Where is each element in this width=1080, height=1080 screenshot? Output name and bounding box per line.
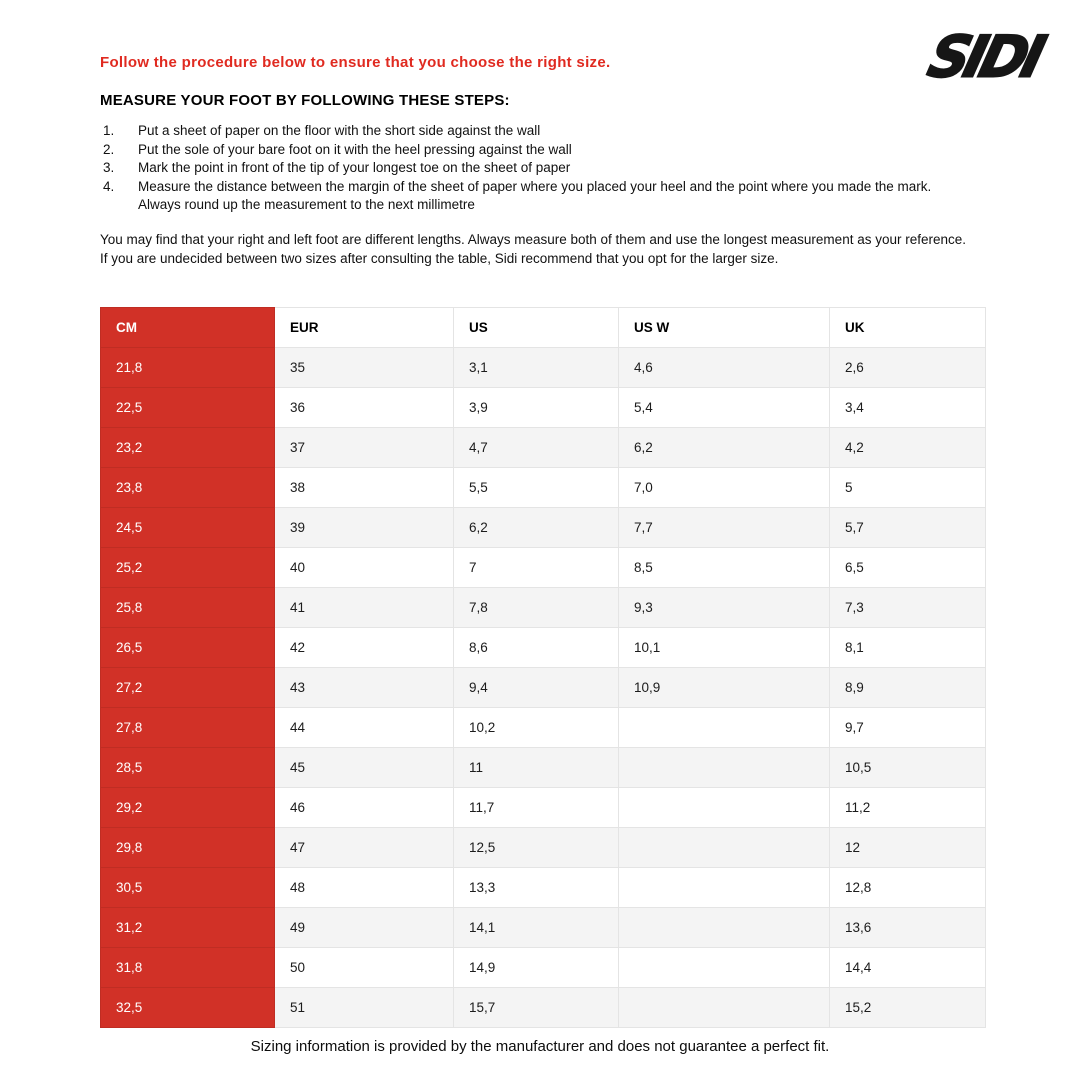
- cell-uk: 7,3: [830, 588, 986, 628]
- cell-uk: 5: [830, 468, 986, 508]
- cell-cm: 25,2: [101, 548, 275, 588]
- measurement-notes: [100, 231, 982, 268]
- cell-cm: 23,2: [101, 428, 275, 468]
- table-row: [101, 548, 986, 588]
- table-row: [101, 428, 986, 468]
- cell-us-w: [619, 748, 830, 788]
- step-number: 1.: [103, 123, 115, 138]
- size-table-body: [101, 348, 986, 1028]
- cell-cm: 26,5: [101, 628, 275, 668]
- table-row: [101, 508, 986, 548]
- cell-cm: 23,8: [101, 468, 275, 508]
- note-measure-both-feet: You may find that your right and left foot are different lengths. Always measure both of them and use the longest measurement as your reference.: [100, 232, 967, 247]
- cell-uk: 5,7: [830, 508, 986, 548]
- cell-uk: 6,5: [830, 548, 986, 588]
- step-text: Measure the distance between the margin of the sheet of paper where you placed your heel and the point where you made the mark. Always round up the measurement to the next millimetre: [138, 178, 932, 212]
- cell-uk: 10,5: [830, 748, 986, 788]
- sidi-logo-text: SIDI: [921, 24, 1047, 91]
- cell-uk: 15,2: [830, 988, 986, 1028]
- cell-eur: 39: [275, 508, 454, 548]
- table-row: [101, 828, 986, 868]
- cell-eur: 38: [275, 468, 454, 508]
- step-item-2: [100, 141, 980, 160]
- cell-uk: 8,1: [830, 628, 986, 668]
- column-header-cm: CM: [101, 308, 275, 348]
- cell-eur: 40: [275, 548, 454, 588]
- cell-us-w: [619, 868, 830, 908]
- cell-eur: 37: [275, 428, 454, 468]
- cell-eur: 45: [275, 748, 454, 788]
- cell-us: 3,9: [454, 388, 619, 428]
- column-header-us-w: US W: [619, 308, 830, 348]
- cell-cm: 24,5: [101, 508, 275, 548]
- column-header-us: US: [454, 308, 619, 348]
- cell-eur: 51: [275, 988, 454, 1028]
- cell-us-w: 10,9: [619, 668, 830, 708]
- cell-us: 11: [454, 748, 619, 788]
- cell-us: 6,2: [454, 508, 619, 548]
- table-row: [101, 988, 986, 1028]
- cell-us: 14,1: [454, 908, 619, 948]
- cell-us-w: [619, 708, 830, 748]
- cell-eur: 46: [275, 788, 454, 828]
- cell-eur: 50: [275, 948, 454, 988]
- step-text: Put the sole of your bare foot on it with the heel pressing against the wall: [138, 141, 572, 157]
- table-row: [101, 388, 986, 428]
- cell-us: 5,5: [454, 468, 619, 508]
- cell-cm: 27,8: [101, 708, 275, 748]
- cell-cm: 21,8: [101, 348, 275, 388]
- cell-eur: 35: [275, 348, 454, 388]
- step-text: Mark the point in front of the tip of your longest toe on the sheet of paper: [138, 160, 571, 175]
- cell-us-w: 6,2: [619, 428, 830, 468]
- cell-uk: 11,2: [830, 788, 986, 828]
- cell-us-w: [619, 788, 830, 828]
- footer-disclaimer: Sizing information is provided by the manufacturer and does not guarantee a perfect fit.: [250, 1038, 830, 1055]
- table-row: [101, 628, 986, 668]
- cell-us-w: 7,0: [619, 468, 830, 508]
- cell-cm: 30,5: [101, 868, 275, 908]
- cell-uk: 3,4: [830, 388, 986, 428]
- cell-us: 4,7: [454, 428, 619, 468]
- cell-eur: 48: [275, 868, 454, 908]
- table-row: [101, 668, 986, 708]
- cell-us-w: [619, 908, 830, 948]
- cell-us: 7,8: [454, 588, 619, 628]
- cell-us-w: [619, 828, 830, 868]
- cell-eur: 42: [275, 628, 454, 668]
- cell-uk: 8,9: [830, 668, 986, 708]
- cell-eur: 41: [275, 588, 454, 628]
- cell-uk: 13,6: [830, 908, 986, 948]
- column-header-eur: EUR: [275, 308, 454, 348]
- cell-cm: 27,2: [101, 668, 275, 708]
- cell-eur: 43: [275, 668, 454, 708]
- cell-us: 12,5: [454, 828, 619, 868]
- cell-eur: 44: [275, 708, 454, 748]
- cell-cm: 31,8: [101, 948, 275, 988]
- cell-cm: 29,8: [101, 828, 275, 868]
- cell-uk: 9,7: [830, 708, 986, 748]
- cell-uk: 4,2: [830, 428, 986, 468]
- cell-us-w: 9,3: [619, 588, 830, 628]
- table-row: [101, 788, 986, 828]
- column-header-uk: UK: [830, 308, 986, 348]
- cell-cm: 31,2: [101, 908, 275, 948]
- cell-uk: 12: [830, 828, 986, 868]
- cell-us-w: 5,4: [619, 388, 830, 428]
- cell-us: 3,1: [454, 348, 619, 388]
- cell-eur: 36: [275, 388, 454, 428]
- size-conversion-table: [100, 307, 986, 1028]
- step-item-3: [100, 159, 980, 178]
- cell-us-w: [619, 948, 830, 988]
- cell-cm: 22,5: [101, 388, 275, 428]
- table-row: [101, 948, 986, 988]
- step-number: 4.: [103, 178, 115, 194]
- note-opt-larger-size: If you are undecided between two sizes after consulting the table, Sidi recommend that you opt for the larger size.: [100, 250, 779, 266]
- intro-instruction: Follow the procedure below to ensure that you choose the right size.: [100, 54, 611, 71]
- size-table-head: [101, 308, 986, 348]
- cell-us-w: [619, 988, 830, 1028]
- cell-eur: 47: [275, 828, 454, 868]
- cell-us: 10,2: [454, 708, 619, 748]
- cell-us-w: 8,5: [619, 548, 830, 588]
- size-table-header-row: [101, 308, 986, 348]
- table-row: [101, 588, 986, 628]
- cell-us: 11,7: [454, 788, 619, 828]
- cell-uk: 12,8: [830, 868, 986, 908]
- cell-us: 14,9: [454, 948, 619, 988]
- step-number: 2.: [103, 141, 115, 157]
- steps-heading: MEASURE YOUR FOOT BY FOLLOWING THESE STEPS:: [100, 92, 510, 109]
- table-row: [101, 908, 986, 948]
- cell-us: 13,3: [454, 868, 619, 908]
- table-row: [101, 748, 986, 788]
- table-row: [101, 868, 986, 908]
- step-item-1: [100, 122, 980, 141]
- cell-cm: 29,2: [101, 788, 275, 828]
- cell-us: 8,6: [454, 628, 619, 668]
- cell-uk: 14,4: [830, 948, 986, 988]
- cell-us-w: 4,6: [619, 348, 830, 388]
- step-text: Put a sheet of paper on the floor with the short side against the wall: [138, 123, 541, 138]
- table-row: [101, 708, 986, 748]
- cell-cm: 28,5: [101, 748, 275, 788]
- sidi-logo: [828, 24, 1047, 91]
- cell-us: 9,4: [454, 668, 619, 708]
- cell-cm: 25,8: [101, 588, 275, 628]
- cell-us-w: 10,1: [619, 628, 830, 668]
- cell-us: 15,7: [454, 988, 619, 1028]
- cell-cm: 32,5: [101, 988, 275, 1028]
- table-row: [101, 348, 986, 388]
- table-row: [101, 468, 986, 508]
- cell-eur: 49: [275, 908, 454, 948]
- cell-uk: 2,6: [830, 348, 986, 388]
- cell-us: 7: [454, 548, 619, 588]
- steps-list: [100, 122, 980, 215]
- step-item-4: [100, 178, 980, 215]
- cell-us-w: 7,7: [619, 508, 830, 548]
- step-number: 3.: [103, 160, 115, 175]
